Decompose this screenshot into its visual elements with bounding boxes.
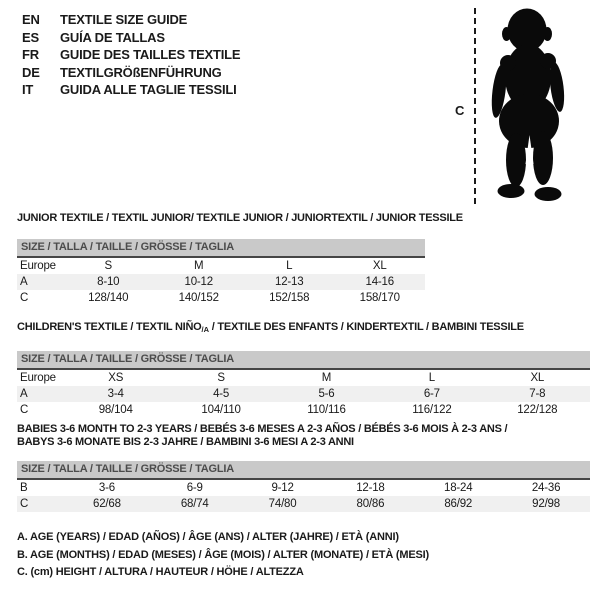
legend-line-c: C. (cm) HEIGHT / ALTURA / HAUTEUR / HÖHE / ALTEZZA bbox=[17, 566, 304, 579]
table-row bbox=[17, 274, 425, 290]
table-row bbox=[17, 496, 590, 512]
cell: XS bbox=[108, 372, 124, 384]
row-label: C bbox=[20, 404, 29, 416]
cell: 86/92 bbox=[444, 498, 473, 510]
language-row-fr bbox=[22, 46, 240, 64]
cell: 10-12 bbox=[184, 276, 213, 288]
row-label: B bbox=[20, 482, 28, 494]
legend-line-b: B. AGE (MONTHS) / EDAD (MESES) / ÂGE (MOIS) / ALTER (MONATE) / ETÀ (MESI) bbox=[17, 548, 429, 561]
cell: 24-36 bbox=[531, 482, 561, 494]
cell: 92/98 bbox=[532, 498, 560, 510]
language-row-en bbox=[22, 11, 240, 29]
cell: XL bbox=[530, 372, 545, 384]
cell: 62/68 bbox=[93, 498, 121, 510]
cell: 5-6 bbox=[318, 388, 335, 400]
measurement-legend bbox=[17, 529, 429, 582]
size-header-bar: SIZE / TALLA / TAILLE / GRÖSSE / TAGLIA bbox=[17, 239, 425, 258]
childrens-section-title bbox=[17, 321, 590, 336]
size-header-bar: SIZE / TALLA / TAILLE / GRÖSSE / TAGLIA bbox=[17, 351, 590, 370]
language-label: TEXTILGRÖßENFÜHRUNG bbox=[60, 64, 222, 80]
table-row bbox=[17, 386, 590, 402]
language-code: ES bbox=[22, 29, 39, 45]
language-label: TEXTILE SIZE GUIDE bbox=[60, 12, 188, 27]
language-list bbox=[22, 11, 240, 99]
language-row-de bbox=[22, 64, 240, 82]
babies-size-table bbox=[17, 480, 590, 512]
cell: XL bbox=[372, 260, 387, 272]
cell: 3-6 bbox=[98, 482, 115, 494]
title-text: CHILDREN'S TEXTILE / TEXTIL NIÑO bbox=[17, 321, 202, 333]
junior-size-table bbox=[17, 258, 425, 306]
language-label: GUIDA ALLE TAGLIE TESSILI bbox=[60, 82, 237, 98]
cell: 68/74 bbox=[180, 498, 209, 510]
cell: M bbox=[194, 260, 204, 272]
table-row bbox=[17, 290, 425, 306]
title-subscript: /A bbox=[201, 325, 209, 334]
cell: 128/140 bbox=[88, 292, 129, 304]
title-line-1: BABIES 3-6 MONTH TO 2-3 YEARS / BEBÉS 3-6 MESES A 2-3 AÑOS / BÉBÉS 3-6 MOIS À 2-3 ANS / bbox=[17, 423, 508, 435]
cell: 152/158 bbox=[269, 292, 310, 304]
size-header-bar: SIZE / TALLA / TAILLE / GRÖSSE / TAGLIA bbox=[17, 461, 590, 480]
cell: 140/152 bbox=[178, 292, 219, 304]
row-label: A bbox=[20, 276, 28, 288]
title-text: / TEXTILE DES ENFANTS / KINDERTEXTIL / BAMBINI TESSILE bbox=[208, 321, 524, 333]
cell: 12-18 bbox=[356, 482, 385, 494]
junior-section-title: JUNIOR TEXTILE / TEXTIL JUNIOR/ TEXTILE JUNIOR / JUNIORTEXTIL / JUNIOR TESSILE bbox=[17, 212, 463, 224]
title-line-2: BABYS 3-6 MONATE BIS 2-3 JAHRE / BAMBINI 3-6 MESI A 2-3 ANNI bbox=[17, 436, 354, 448]
cell: 4-5 bbox=[213, 388, 230, 400]
cell: 7-8 bbox=[529, 388, 546, 400]
cell: 80/86 bbox=[356, 498, 385, 510]
cell: 104/110 bbox=[201, 404, 241, 416]
table-row bbox=[17, 480, 590, 496]
cell: 14-16 bbox=[365, 276, 394, 288]
language-code: FR bbox=[22, 47, 39, 63]
cell: 12-13 bbox=[275, 276, 304, 288]
language-code: IT bbox=[22, 82, 34, 98]
cell: 116/122 bbox=[412, 404, 452, 416]
cell: 3-4 bbox=[107, 388, 124, 400]
childrens-size-table bbox=[17, 370, 590, 418]
babies-section-title bbox=[17, 423, 590, 449]
table-row bbox=[17, 258, 425, 274]
language-row-it bbox=[22, 81, 240, 99]
cell: 158/170 bbox=[359, 292, 400, 304]
cell: 6-7 bbox=[423, 388, 440, 400]
table-row bbox=[17, 402, 590, 418]
row-label: A bbox=[20, 388, 28, 400]
cell: 110/116 bbox=[307, 404, 346, 416]
legend-line-a: A. AGE (YEARS) / EDAD (AÑOS) / ÂGE (ANS) / ALTER (JAHRE) / ETÀ (ANNI) bbox=[17, 531, 399, 543]
cell: 6-9 bbox=[186, 482, 203, 494]
cell: 74/80 bbox=[268, 498, 297, 510]
row-label: Europe bbox=[20, 372, 56, 384]
baby-silhouette-icon bbox=[487, 7, 572, 206]
cell: 122/128 bbox=[517, 404, 558, 416]
height-measure-dashed-line bbox=[474, 8, 476, 204]
row-label: Europe bbox=[20, 260, 56, 272]
language-code: DE bbox=[22, 64, 40, 80]
cell: M bbox=[321, 372, 332, 384]
table-row bbox=[17, 370, 590, 386]
cell: L bbox=[428, 372, 435, 384]
cell: 8-10 bbox=[97, 276, 120, 288]
babies-textile-section bbox=[17, 423, 590, 512]
junior-textile-section bbox=[17, 212, 463, 306]
childrens-textile-section bbox=[17, 321, 590, 418]
cell: 98/104 bbox=[98, 404, 133, 416]
row-label: C bbox=[20, 292, 29, 304]
height-measure-label: C bbox=[455, 103, 465, 118]
language-label: GUIDE DES TAILLES TEXTILE bbox=[60, 47, 241, 63]
row-label: C bbox=[20, 498, 29, 510]
cell: S bbox=[104, 260, 112, 272]
language-code: EN bbox=[22, 12, 40, 27]
cell: 18-24 bbox=[444, 482, 473, 494]
language-label: GUÍA DE TALLAS bbox=[60, 29, 165, 45]
cell: 9-12 bbox=[271, 482, 294, 494]
cell: L bbox=[286, 260, 293, 272]
cell: S bbox=[217, 372, 225, 384]
language-row-es bbox=[22, 29, 240, 47]
